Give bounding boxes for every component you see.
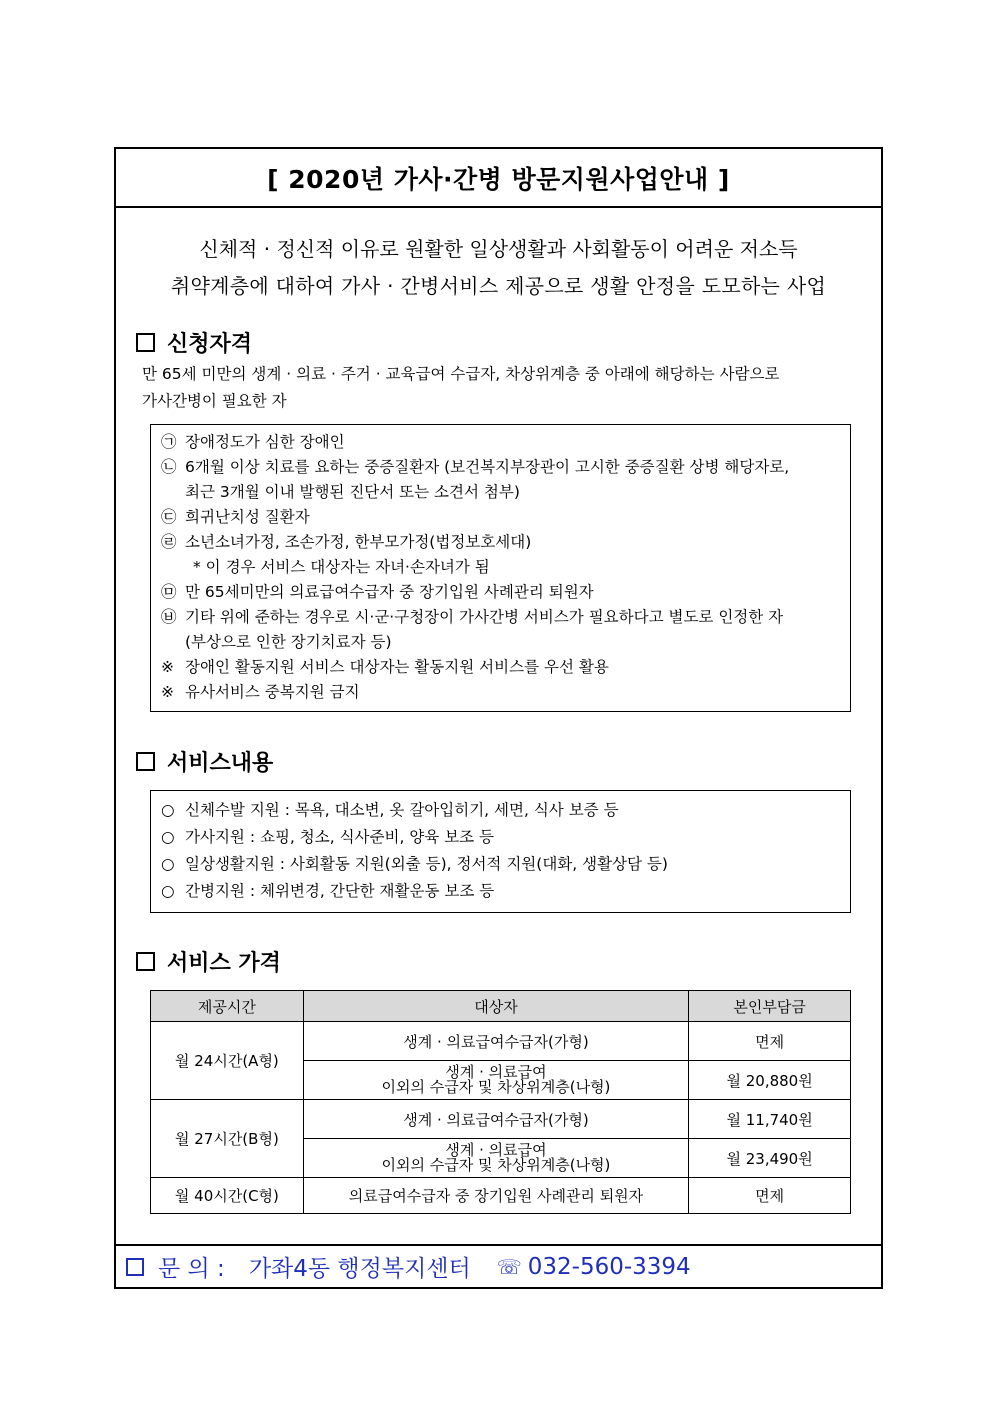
item-marker: ㉥ <box>161 608 177 626</box>
intro-text <box>116 231 881 305</box>
checkbox-square-icon <box>136 952 155 971</box>
criteria-item-continued <box>161 630 844 655</box>
item-text: 만 65세미만의 의료급여수급자 중 장기입원 사례관리 퇴원자 <box>185 583 594 601</box>
service-item <box>161 824 844 851</box>
eligibility-desc-line-1: 만 65세 미만의 생계 · 의료 · 주거 · 교육급여 수급자, 차상위계층 중 아래에 해당하는 사람으로 <box>142 365 780 383</box>
criteria-item <box>161 605 844 630</box>
item-text: 일상생활지원 : 사회활동 지원(외출 등), 정서적 지원(대화, 생활상담 등) <box>185 855 668 873</box>
target-cell: 생계 · 의료급여수급자(가형) <box>303 1100 688 1139</box>
table-row <box>151 1022 851 1061</box>
item-text: 장애인 활동지원 서비스 대상자는 활동지원 서비스를 우선 활용 <box>185 658 609 676</box>
service-item <box>161 851 844 878</box>
criteria-item <box>161 430 844 455</box>
column-header: 제공시간 <box>151 991 304 1022</box>
intro-line-1: 신체적 · 정신적 이유로 원활한 일상생활과 사회활동이 어려운 저소득 <box>199 237 798 261</box>
criteria-item <box>161 580 844 605</box>
item-marker: ㉠ <box>161 433 177 451</box>
services-box <box>150 790 851 913</box>
item-text: 장애정도가 심한 장애인 <box>185 433 345 451</box>
contact-bar <box>116 1244 881 1287</box>
pricing-table <box>150 990 851 1214</box>
target-cell <box>303 1061 688 1100</box>
eligibility-description <box>142 361 877 415</box>
notice-frame <box>114 147 883 1289</box>
services-heading-label: 서비스내용 <box>167 751 274 776</box>
contact-office: 가좌4동 행정복지센터 <box>248 1256 471 1282</box>
checkbox-square-icon <box>136 752 155 771</box>
service-item <box>161 797 844 824</box>
target-line-2: 이외의 수급자 및 차상위계층(나형) <box>381 1156 611 1174</box>
criteria-remark <box>161 680 844 705</box>
criteria-item <box>161 505 844 530</box>
criteria-item-continued <box>161 480 844 505</box>
item-text: 간병지원 : 체위변경, 간단한 재활운동 보조 등 <box>185 882 495 900</box>
page-title: [ 2020년 가사·간병 방문지원사업안내 ] <box>116 149 881 208</box>
item-text: 유사서비스 중복지원 금지 <box>185 683 360 701</box>
eligibility-desc-line-2: 가사간병이 필요한 자 <box>142 392 287 410</box>
table-row <box>151 1178 851 1214</box>
circle-bullet-icon: ○ <box>161 801 175 819</box>
time-cell: 월 27시간(B형) <box>151 1100 304 1178</box>
fee-cell: 면제 <box>689 1022 851 1061</box>
item-text: 가사지원 : 쇼핑, 청소, 식사준비, 양육 보조 등 <box>185 828 495 846</box>
fee-cell: 월 11,740원 <box>689 1100 851 1139</box>
item-marker: ※ <box>161 683 174 701</box>
fee-cell: 면제 <box>689 1178 851 1214</box>
fee-cell: 월 23,490원 <box>689 1139 851 1178</box>
item-text: 신체수발 지원 : 목욕, 대소변, 옷 갈아입히기, 세면, 식사 보증 등 <box>185 801 619 819</box>
target-line-1: 생계 · 의료급여 <box>445 1141 547 1159</box>
service-item <box>161 878 844 905</box>
target-cell <box>303 1139 688 1178</box>
criteria-remark <box>161 655 844 680</box>
item-text: 6개월 이상 치료를 요하는 중증질환자 (보건복지부장관이 고시한 중증질환 상병 해당자로, <box>185 458 790 476</box>
criteria-item <box>161 455 844 480</box>
item-marker: ㉤ <box>161 583 177 601</box>
item-text: 희귀난치성 질환자 <box>185 508 310 526</box>
item-marker: ㉣ <box>161 533 177 551</box>
item-text: 소년소녀가정, 조손가정, 한부모가정(법정보호세대) <box>185 533 532 551</box>
pricing-heading-label: 서비스 가격 <box>167 951 281 976</box>
item-text: (부상으로 인한 장기치료자 등) <box>185 633 392 651</box>
eligibility-criteria-box <box>150 424 851 712</box>
intro-line-2: 취약계층에 대하여 가사 · 간병서비스 제공으로 생활 안정을 도모하는 사업 <box>170 274 827 298</box>
fee-cell: 월 20,880원 <box>689 1061 851 1100</box>
criteria-note <box>161 555 844 580</box>
item-text: 기타 위에 준하는 경우로 시·군·구청장이 가사간병 서비스가 필요하다고 별도로 인정한 자 <box>185 608 784 626</box>
checkbox-square-icon <box>126 1258 144 1276</box>
target-cell: 생계 · 의료급여수급자(가형) <box>303 1022 688 1061</box>
eligibility-heading-label: 신청자격 <box>167 332 253 357</box>
pricing-heading <box>136 946 281 977</box>
criteria-item <box>161 530 844 555</box>
item-text: * 이 경우 서비스 대상자는 자녀·손자녀가 됨 <box>193 558 490 576</box>
table-header-row <box>151 991 851 1022</box>
item-marker: ㉢ <box>161 508 177 526</box>
column-header: 대상자 <box>303 991 688 1022</box>
circle-bullet-icon: ○ <box>161 882 175 900</box>
phone-icon: ☏ <box>496 1254 522 1279</box>
eligibility-heading <box>136 327 252 358</box>
circle-bullet-icon: ○ <box>161 855 175 873</box>
time-cell: 월 40시간(C형) <box>151 1178 304 1214</box>
target-cell: 의료급여수급자 중 장기입원 사례관리 퇴원자 <box>303 1178 688 1214</box>
circle-bullet-icon: ○ <box>161 828 175 846</box>
checkbox-square-icon <box>136 333 155 352</box>
item-text: 최근 3개월 이내 발행된 진단서 또는 소견서 첨부) <box>185 483 520 501</box>
item-marker: ㉡ <box>161 458 177 476</box>
table-row <box>151 1100 851 1139</box>
services-heading <box>136 746 273 777</box>
target-line-2: 이외의 수급자 및 차상위계층(나형) <box>381 1078 611 1096</box>
target-line-1: 생계 · 의료급여 <box>445 1063 547 1081</box>
column-header: 본인부담금 <box>689 991 851 1022</box>
contact-phone[interactable]: 032-560-3394 <box>527 1253 691 1280</box>
item-marker: ※ <box>161 658 174 676</box>
time-cell: 월 24시간(A형) <box>151 1022 304 1100</box>
contact-label: 문 의 : <box>158 1256 225 1282</box>
